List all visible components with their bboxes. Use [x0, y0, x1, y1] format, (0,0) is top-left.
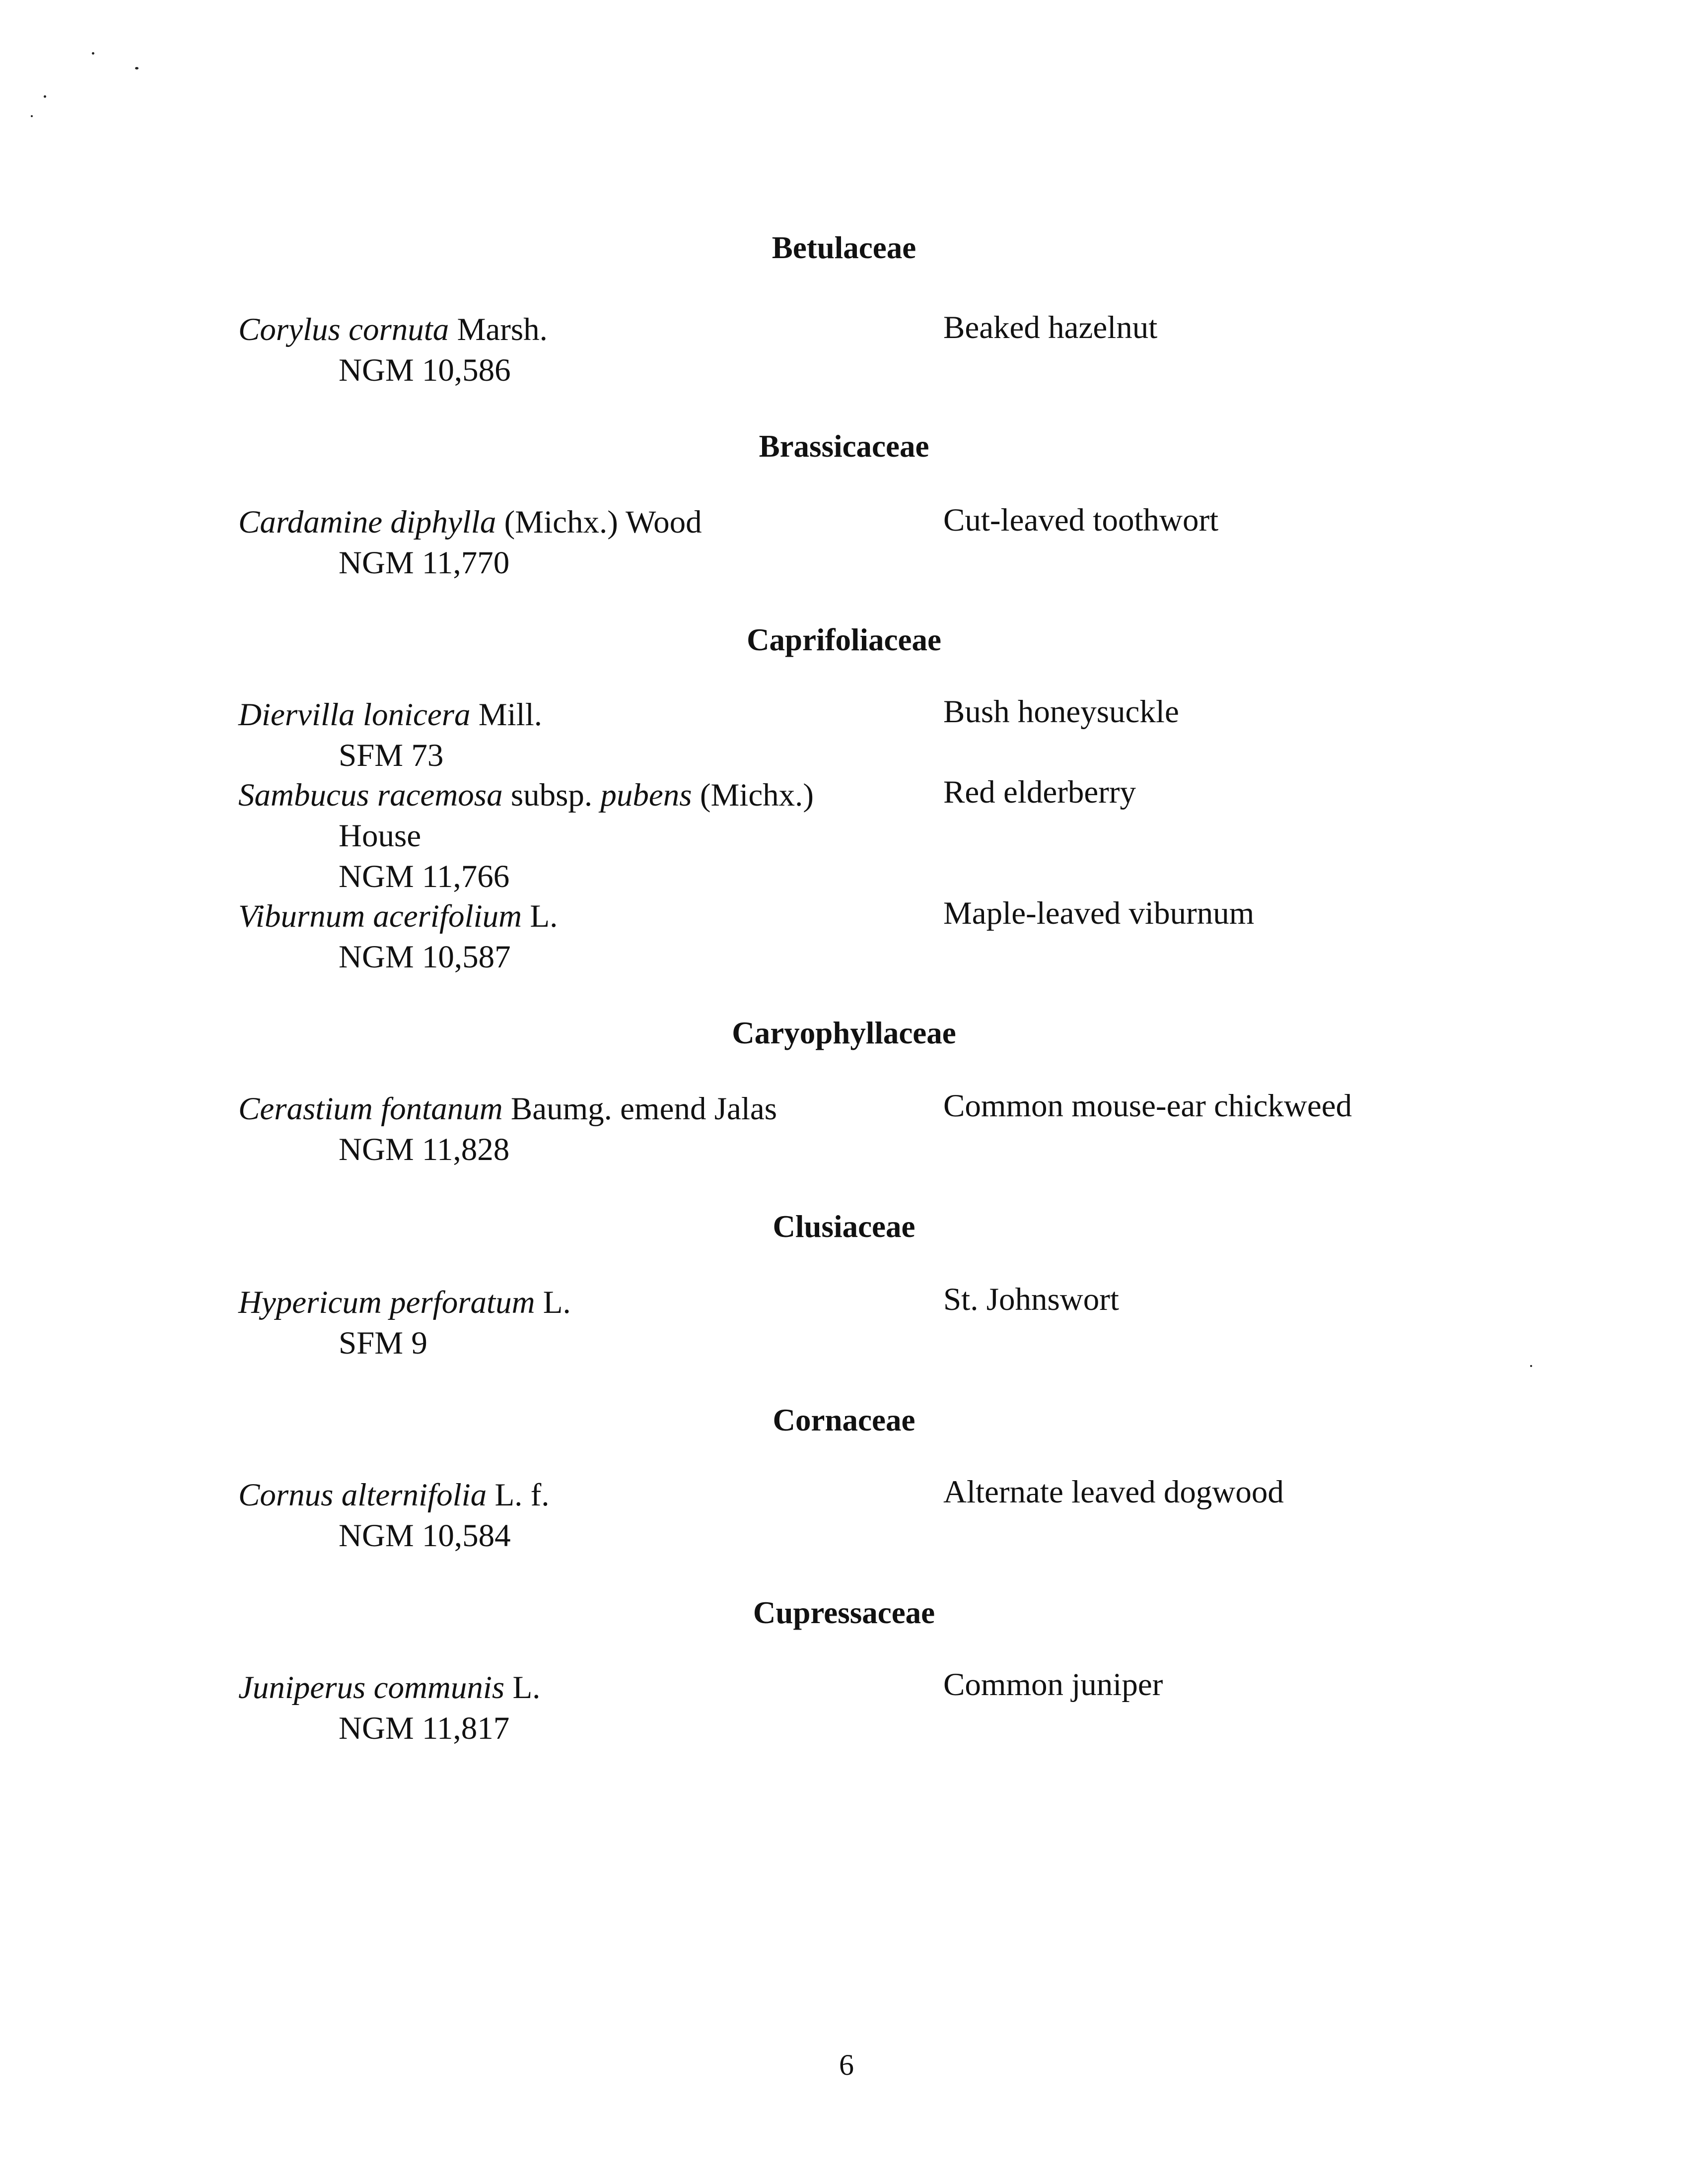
family-heading-cornaceae: Cornaceae: [773, 1403, 915, 1437]
species-author: L. f.: [494, 1477, 550, 1513]
common-name: St. Johnswort: [943, 1282, 1119, 1317]
voucher-number: NGM 11,766: [339, 859, 510, 894]
species-author: L.: [530, 898, 558, 934]
species-binomial: Diervilla lonicera: [238, 697, 471, 733]
scan-speck: [31, 115, 33, 117]
voucher-number: NGM 11,817: [339, 1710, 510, 1746]
scan-speck: [44, 95, 46, 98]
species-author: Baumg. emend Jalas: [510, 1091, 777, 1127]
species-binomial: Hypericum perforatum: [238, 1285, 535, 1320]
voucher-number: NGM 11,828: [339, 1132, 510, 1167]
voucher-number: NGM 10,587: [339, 939, 511, 975]
species-binomial: Juniperus communis: [238, 1670, 505, 1706]
species-binomial: Cornus alternifolia: [238, 1477, 487, 1513]
common-name: Bush honeysuckle: [943, 694, 1179, 730]
species-author: L.: [512, 1670, 541, 1706]
species-name: [238, 1479, 550, 1511]
voucher-number: SFM 73: [339, 738, 444, 773]
family-heading-clusiaceae: Clusiaceae: [773, 1209, 915, 1244]
common-name: Maple-leaved viburnum: [943, 895, 1255, 931]
species-author: Mill.: [478, 697, 543, 733]
species-infraspecific: pubens: [600, 777, 692, 813]
common-name: Cut-leaved toothwort: [943, 502, 1219, 538]
voucher-number: NGM 11,770: [339, 545, 510, 581]
scan-speck: [1530, 1365, 1532, 1367]
species-author: (Michx.): [700, 777, 814, 813]
species-binomial: Corylus cornuta: [238, 312, 449, 347]
species-name: [238, 779, 814, 812]
family-heading-caryophyllaceae: Caryophyllaceae: [732, 1016, 956, 1050]
species-binomial: Cardamine diphylla: [238, 504, 496, 540]
family-heading-caprifoliaceae: Caprifoliaceae: [747, 622, 941, 657]
common-name: Common mouse-ear chickweed: [943, 1088, 1352, 1124]
family-heading-brassicaceae: Brassicaceae: [759, 429, 929, 464]
voucher-number: SFM 9: [339, 1325, 427, 1361]
species-binomial: Cerastium fontanum: [238, 1091, 503, 1127]
species-name: [238, 506, 702, 539]
species-author: L.: [543, 1285, 571, 1320]
species-name: [238, 1093, 777, 1125]
species-name: [238, 314, 548, 346]
species-author: (Michx.) Wood: [504, 504, 702, 540]
common-name: Red elderberry: [943, 774, 1136, 810]
species-binomial: Viburnum acerifolium: [238, 898, 522, 934]
species-binomial: Sambucus racemosa: [238, 777, 503, 813]
family-heading-cupressaceae: Cupressaceae: [753, 1595, 935, 1630]
species-name: [238, 900, 558, 933]
common-name: Alternate leaved dogwood: [943, 1474, 1284, 1510]
scan-speck: [135, 67, 139, 69]
species-name: [238, 1287, 571, 1319]
voucher-number: NGM 10,586: [339, 352, 511, 388]
species-author: Marsh.: [457, 312, 548, 347]
family-heading-betulaceae: Betulaceae: [772, 230, 916, 265]
species-author-continued: House: [339, 818, 422, 854]
scan-speck: [92, 52, 94, 55]
species-rank: subsp.: [510, 777, 593, 813]
common-name: Beaked hazelnut: [943, 310, 1158, 345]
species-name: [238, 1672, 540, 1704]
species-name: [238, 699, 542, 731]
common-name: Common juniper: [943, 1667, 1163, 1703]
voucher-number: NGM 10,584: [339, 1518, 511, 1554]
page-number: 6: [839, 2048, 854, 2081]
